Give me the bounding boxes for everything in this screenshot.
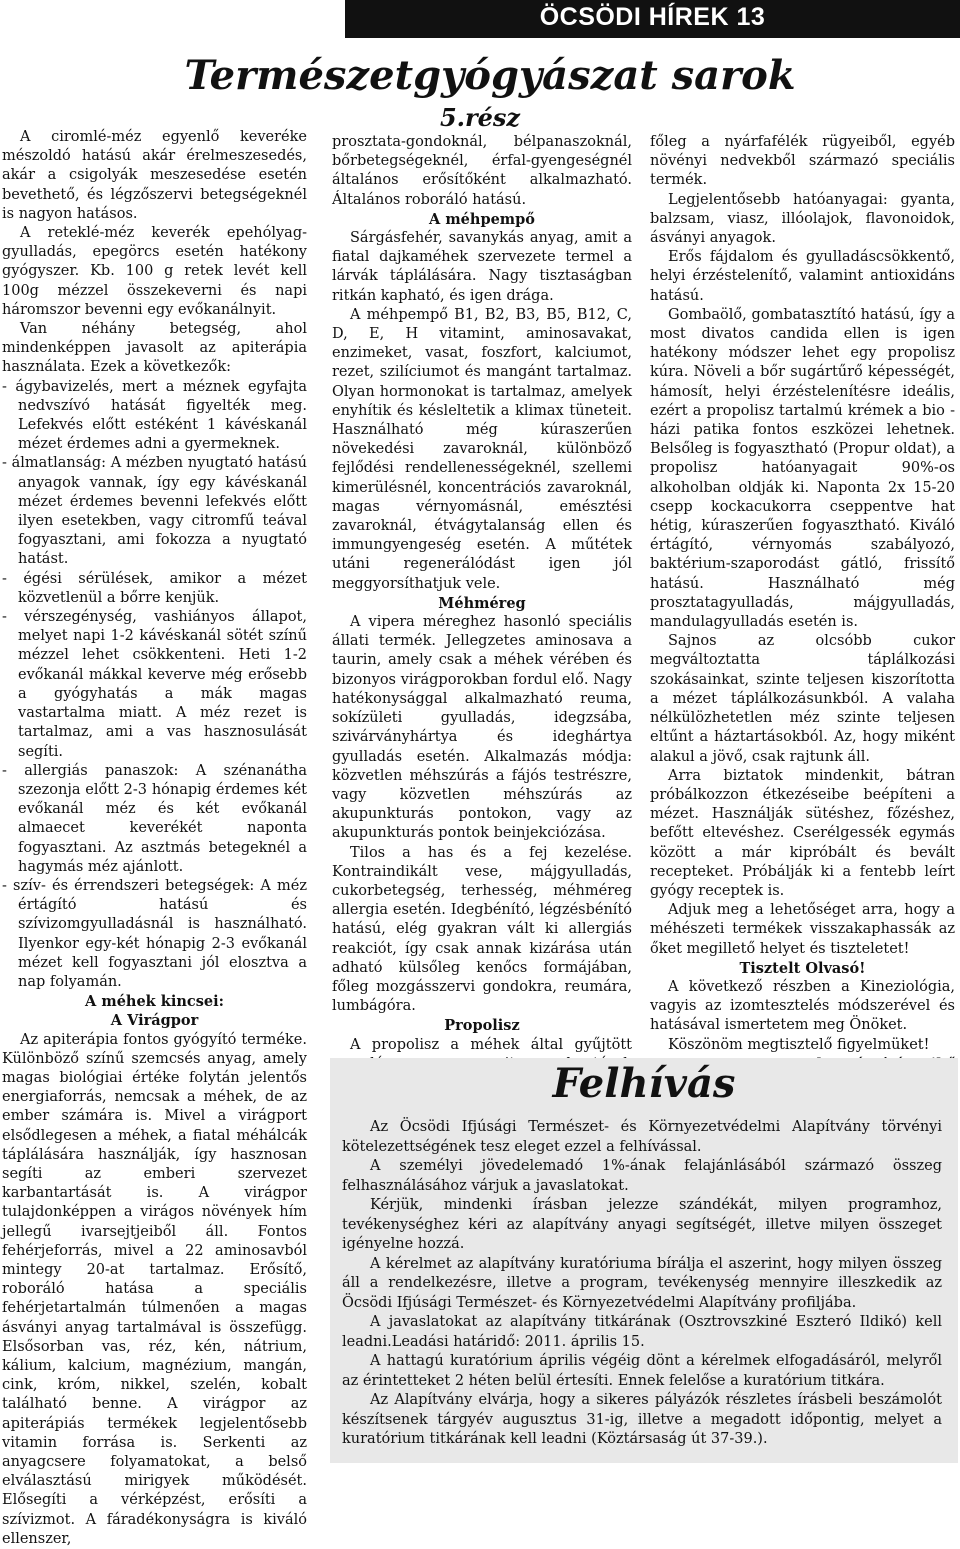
section-heading: A méhpempő (429, 210, 535, 228)
paragraph: Sajnos az olcsóbb cukor megváltoztatta táplálkozási szokásainkat, szinte teljesen kiszorította a mézet táplálkozásunkból. A valaha nélkülözhetetlen méz szinte teljesen eltűnt a háztartásokból. Az, hogy miként alakul a jövő, csak rajtunk áll. (650, 633, 955, 765)
paragraph: Van néhány betegség, ahol mindenképpen javasolt az apiterápia használata. Ezek a következők: (2, 321, 307, 376)
paragraph: A méhpempő B1, B2, B3, B5, B12, C, D, E, H vitamint, aminosavakat, enzimeket, vasat, foszfort, kalciumot, rezet, szilíciumot és mangánt tartalmaz. Olyan hormonokat is tartalmaz, amelyek enyhítik és késleltetik a klimax tüneteit. Használható még kúraszerűen növekedési zavaroknál, különböző fejlődési rendellenességeknél, szellemi kimerülésnél, koncentrációs zavaroknál, magas vérnyomásnál, emésztési zavaroknál, étvágytalanság ellen és immungyengeség esetén. A műtétek utáni regenerálódást igen jól meggyorsíthatjuk vele. (332, 306, 632, 592)
list-item: - ágybavizelés, mert a méznek egyfajta nedvszívó hatását figyelték meg. Lefekvés előtt estéként 1 kávéskanál mézet érdemes adni a gyermeknek. (2, 378, 307, 453)
column-3 (650, 133, 955, 1074)
paragraph: Az apiterápia fontos gyógyító terméke. Különböző színű szemcsés anyag, amely magas biológiai értéke folytán jelentős energiaforrás, nemcsak a méhek, de az ember számára is. Mivel a virágport elsődlegesen a méhek, a fiatal méhálcák táplálására használják, így hasznosan segíti az emberi szervezet karbantartását is. A virágpor tulajdonképpen a virágos növények hím jellegű ivarsejtjeiből áll. Fontos fehérjeforrás, mivel a 22 aminosavból mintegy 20-at tartalmaz. Erősítő, roboráló hatása a speciális fehérjetartalmán túlmenően a magas ásványi anyag tartalmával is összefügg. Elsősorban vas, réz, kén, nátrium, kálium, kalcium, magnézium, mangán, cink, króm, nikkel, szelén, kobalt található benne. A virágpor az apiterápiás termékek legjelentősebb vitamin forrása is. Serkenti az anyagcsere folyamatokat, a belső elválasztású mirigyek működését. Elősegíti a vérképzést, erősíti a szívizmot. A fáradékonyságra is kiváló ellenszer, (2, 1031, 307, 1547)
paragraph: A ciromlé-méz egyenlő keveréke mészoldó hatású akár érelmeszesedés, akár a csigolyák meszesedése esetén bevethető, és légzőszervi betegségeknél is nagyon hatásos. (2, 129, 307, 222)
column-2 (332, 133, 632, 1112)
list-item: - álmatlanság: A mézben nyugtató hatású anyagok vannak, így egy kávéskanál mézet érdemes bevenni lefekvés előtt ilyen esetekben, vagy citromfű teával fogyasztani, ami fokozza a nyugtató hatást. (2, 455, 307, 568)
list-item: - allergiás panaszok: A szénanátha szezonja előtt 2-3 hónapig érdemes két evőkanál méz és két evőkanál almaecet keverékét naponta fogyasztani. Az asztmás betegeknél a hagymás méz ajánlott. (2, 762, 307, 875)
paragraph: prosztata-gondoknál, bélpanaszoknál, bőrbetegségeknél, érfal-gyengeségnél általános erősítőként alkalmazható. Általános roboráló hatású. (332, 134, 632, 208)
header-band (345, 0, 960, 38)
part-label: 5.rész (439, 103, 521, 132)
paragraph: Az Öcsödi Ifjúsági Természet- és Környezetvédelmi Alapítvány törvényi kötelezettségének tesz eleget ezzel a felhívással. (342, 1119, 942, 1155)
paragraph: Köszönöm megtisztelő figyelmüket! (668, 1036, 930, 1053)
paragraph: Sárgásfehér, savanykás anyag, amit a fiatal dajkaméhek szervezete termel a lárvák táplálására. Nagy tisztaságban ritkán kapható, és igen drága. (332, 230, 632, 304)
section-heading: Tisztelt Olvasó! (739, 959, 866, 977)
header-title: ÖCSÖDI HÍREK 13 (539, 3, 766, 31)
paragraph: A hattagú kuratórium április végéig dönt a kérelmek elfogadásáról, melyről az érintetteket 2 héten belül értesíti. Ennek felelőse a kuratórium titkára. (342, 1353, 942, 1389)
paragraph: A következő részben a Kineziológia, vagyis az izomtesztelés módszerével és hatásával ismertetem meg Önöket. (650, 978, 955, 1034)
paragraph: Gombaölő, gombatasztító hatású, így a most divatos candida ellen is igen hatékony módszer lehet egy propolisz kúra. Növeli a bőr sugártűrő képességét, hámosít, helyi érzéstelenítésre ideális, ezért a propolisz tartalmú krémek a bio - házi patika fontos eszközei lehetnek. Belsőleg is fogyasztható (Propur oldat), a propolisz hatóanyagait 90%-os alkoholban oldják ki. Naponta 2x 15-20 csepp kockacukorra cseppentve hat hétig, kúraszerűen fogyasztható. Kiváló értágító, vérnyomás szabályozó, baktérium-szaporodást gátló, frissítő hatású. Használható még prosztatagyulladás, májgyulladás, mandulagyulladás esetén is. (650, 306, 955, 631)
paragraph: A kérelmet az alapítvány kuratóriuma bírálja el aszerint, hogy milyen összeg áll a rendelkezésre, illetve a program, tevékenység mennyire illeszkedik az Öcsödi Ifjúsági Természet- és Környezetvédelmi Alapítvány profiljába. (342, 1255, 942, 1311)
announcement-title: Felhívás (552, 1060, 736, 1107)
paragraph: főleg a nyárfafélék rügyeiből, egyéb növényi nedvekből származó speciális termék. (650, 134, 955, 189)
paragraph: A személyi jövedelemadó 1%-ának felajánlásából származó összeg felhasználásához várjuk a javaslatokat. (342, 1158, 942, 1194)
paragraph: Legjelentősebb hatóanyagai: gyanta, balzsam, viasz, illóolajok, flavonoidok, ásványi anyagok. (650, 191, 955, 247)
paragraph: Az Alapítvány elvárja, hogy a sikeres pályázók részletes írásbeli beszámolót készítsenek tárgyév augusztus 31-ig, illetve a megadott időpontig, melyet a kuratórium titkárának kell leadni (Köztársaság út 37-39.). (342, 1392, 942, 1447)
paragraph: Erős fájdalom és gyulladáscsökkentő, helyi érzéstelenítő, valamint antioxidáns hatású. (650, 249, 955, 304)
section-heading: A Virágpor (110, 1012, 199, 1030)
section-heading: Propolisz (444, 1017, 520, 1035)
list-item: - vérszegénység, vashiányos állapot, melyet napi 1-2 kávéskanál sötét színű mézzel lehet csökkenteni. Heti 1-2 evőkanál mákkal keverve még erősebb a gyógyhatás a mák magas vastartalma miatt. A méz rezet is tartalmaz, ami a vas hasznosulását segíti. (2, 609, 307, 760)
column-1 (2, 128, 307, 1549)
announcement-body (342, 1118, 942, 1450)
paragraph: Arra biztatok mindenkit, bátran próbálkozzon étkezéseibe beépíteni a mézet. Használják sütéshez, főzéshez, befőtt eltevéshez. Cserélgessék egymás között a már kipróbált és bevált recepteket. Próbálják ki a fentebb leírt gyógy receptek is. (650, 767, 955, 899)
paragraph: A javaslatokat az alapítvány titkárának (Osztrovszkiné Eszteró Ildikó) kell leadni.Leadási határidő: 2011. április 15. (342, 1314, 942, 1350)
section-heading: Méhméreg (438, 594, 526, 612)
announcement-box (330, 1058, 958, 1463)
paragraph: A vipera méreghez hasonló speciális állati termék. Jellegzetes aminosava a taurin, amely csak a méhek vérében és bizonyos virágporokban fordul elő. Nagy hatékonysággal alkalmazható reuma, sokízületi gyulladás, idegzsába, szivárványhártya és ideghártya gyulladás esetén. Alkalmazás módja: közvetlen méhszúrás a fájós testrészre, vagy közvetlen méhszúrás az akupunkturás pontokon, vagy az akupunkturás pontok beinjekciózása. (332, 614, 632, 842)
list-item: - égési sérülések, amikor a mézet közvetlenül a bőrre kenjük. (2, 570, 307, 606)
section-heading: A méhek kincsei: (85, 993, 224, 1011)
page-title: Természetgyógyászat sarok (184, 52, 796, 99)
paragraph: Adjuk meg a lehetőséget arra, hogy a méhészeti termékek visszakaphassák az őket megillető helyet és tiszteletet! (650, 902, 955, 957)
paragraph: Tilos a has és a fej kezelése. Kontraindikált vese, májgyulladás, cukorbetegség, terhesség, méhméreg allergia esetén. Idegbénító, légzésbénító hatású, elég gyakran vált ki allergiás reakciót, így csak annak kizárása után adható külsőleg kenőcs formájában, főleg mozgásszervi gondokra, reumára, lumbágóra. (332, 844, 632, 1015)
paragraph: Kérjük, mindenki írásban jelezze szándékát, milyen programhoz, tevékenységhez kéri az alapítvány anyagi segítségét, illetve milyen összeget igényelne hozzá. (342, 1197, 942, 1252)
paragraph: A reteklé-méz keverék epehólyag-gyulladás, epegörcs esetén hatékony gyógyszer. Kb. 100 g retek levét kell 100g mézzel összekeverni és napi háromszor bevenni egy evőkanálnyit. (2, 225, 307, 318)
paragraph: A propolisz a méhek által gyűjtött (350, 1036, 632, 1053)
list-item: - szív- és érrendszeri betegségek: A méz értágító hatású és szívizomgyulladásnál is használható. Ilyenkor egy-két hónapig 2-3 evőkanál mézet kell fogyasztani jól elosztva a nap folyamán. (2, 877, 307, 990)
